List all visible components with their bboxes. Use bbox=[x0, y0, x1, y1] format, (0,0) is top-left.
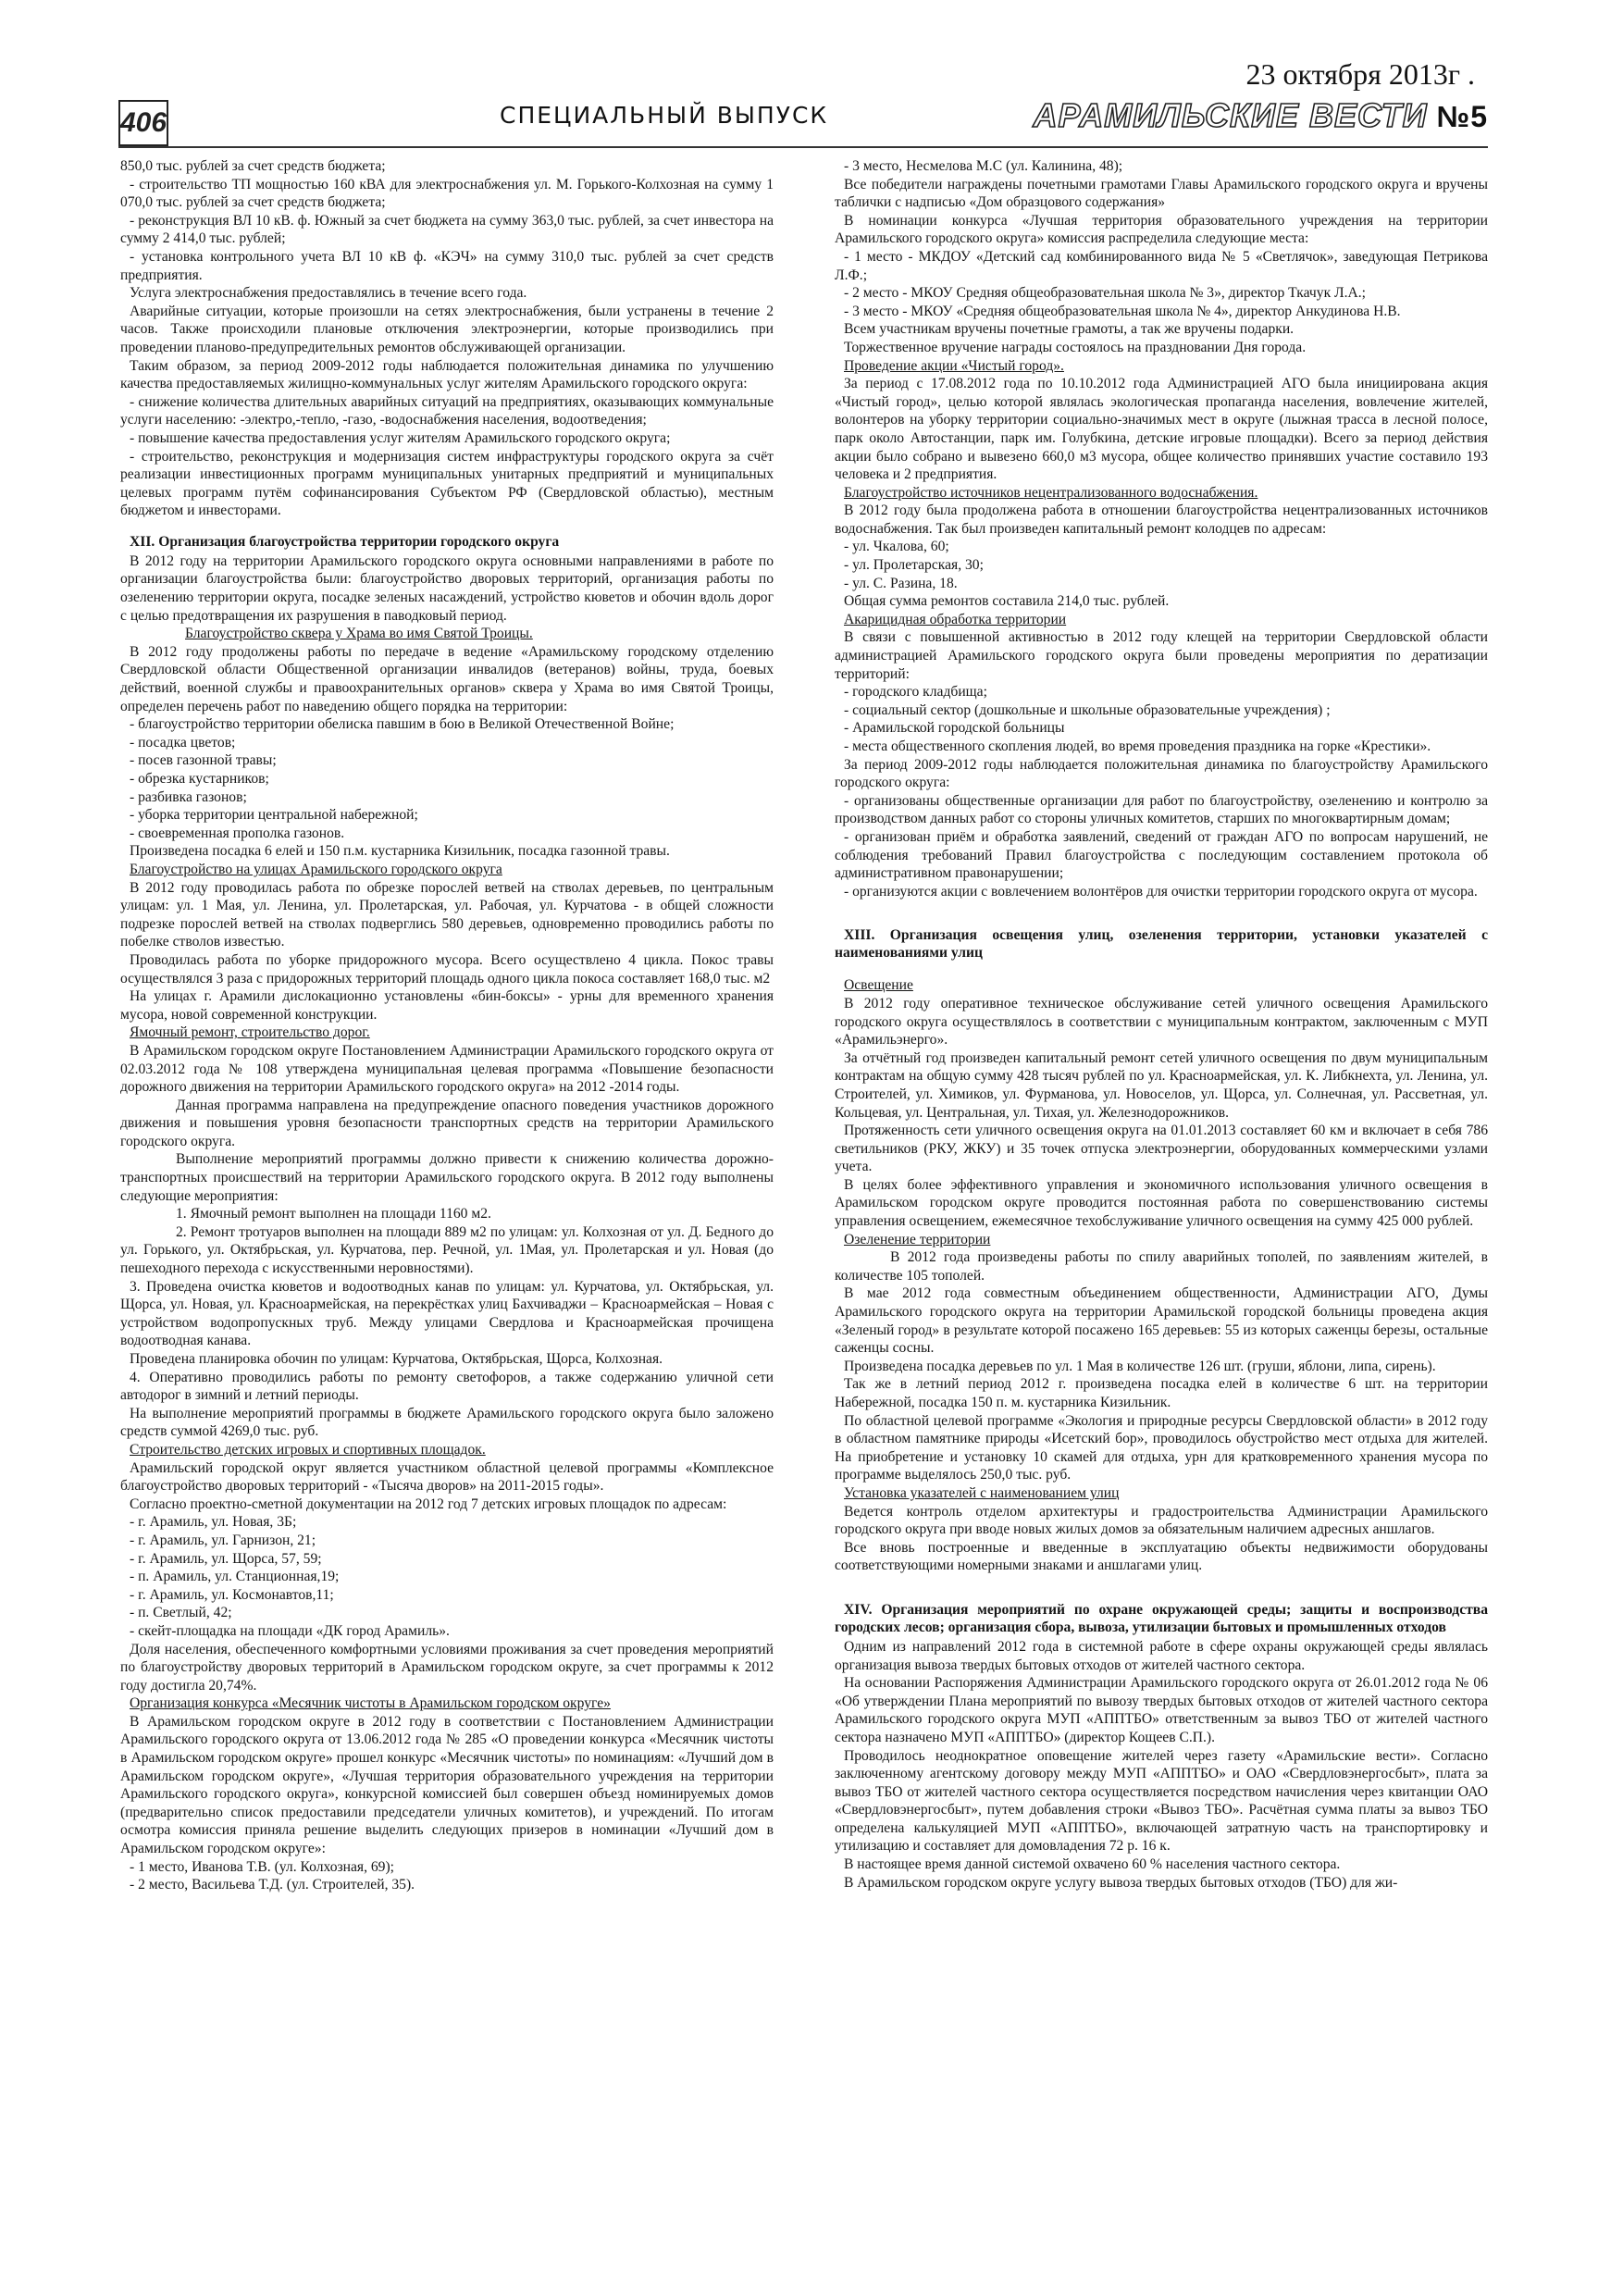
list-item: 2. Ремонт тротуаров выполнен на площади 889 м2 по улицам: ул. Колхозная от ул. Д. Бедного до ул. Горького, ул. Октябрьская, ул. Курчатова, пер. Речной, ул. 1Мая, ул. Пролетарская и ул. Новая (до пешеходного перехода с искусственными неровностями). bbox=[120, 1223, 774, 1277]
address-item: - г. Арамиль, ул. Гарнизон, 21; bbox=[130, 1532, 316, 1548]
list-item: - 1 место, Иванова Т.В. (ул. Колхозная, 69); bbox=[130, 1858, 395, 1875]
newspaper-masthead bbox=[1034, 96, 1489, 135]
paragraph: В Арамильском городском округе услугу вывоза твердых бытовых отходов (ТБО) для жи- bbox=[844, 1874, 1398, 1891]
paragraph: Протяженность сети уличного освещения округа на 01.01.2013 составляет 60 км и включает в себя 786 светильников (РКУ, ЖКУ) и 35 точек отпуска электроэнергии, оборудованных коммерческими узлами учета. bbox=[835, 1123, 1488, 1175]
paragraph: - установка контрольного учета ВЛ 10 кВ ф. «КЭЧ» на сумму 310,0 тыс. рублей за счет средств предприятия. bbox=[120, 248, 774, 283]
paragraph: - повышение качества предоставления услуг жителям Арамильского городского округа; bbox=[130, 429, 671, 446]
address-item: - г. Арамиль, ул. Космонавтов,11; bbox=[130, 1586, 334, 1603]
subheading: Благоустройство сквера у Храма во имя Святой Троицы. bbox=[185, 626, 533, 642]
paragraph: В 2012 году на территории Арамильского городского округа основными направлениями в работе по организации благоустройства были: благоустройство дворовых территорий, организация работы по озеленению территории округа, посадке зеленых насаждений, устройство кюветов и обочин вдоль дорог с целью предотвращения их разрушения в паводковый период. bbox=[120, 552, 774, 624]
list-item: - благоустройство территории обелиска павшим в бою в Великой Отечественной Войне; bbox=[130, 716, 675, 733]
subheading: Благоустройство на улицах Арамильского городского округа bbox=[130, 861, 502, 877]
issue-number: №5 bbox=[1436, 100, 1488, 133]
paragraph: Проводилось неоднократное оповещение жителей через газету «Арамильские вести». Согласно заключенному агентскому договору между МУП «АППТБО» и ОАО «Свердловэнергосбыт», плата за вывоз ТБО от жителей частного сектора осуществляется посредством начисления через квитанции ОАО «Свердловэнергосбыт», путем добавления строки «Вывоз ТБО». Расчётная сумма платы за вывоз ТБО определена калькуляцией МУП «АППТБО», включающей затратную часть на транспортировку и утилизацию и составляет для домовладения 72 р. 16 к. bbox=[835, 1747, 1488, 1855]
paragraph: Доля населения, обеспеченного комфортными условиями проживания за счет проведения мероприятий по благоустройству дворовых территорий в Арамильском городском округе, за счет программы к 2012 году достигла 20,74%. bbox=[120, 1641, 774, 1694]
paragraph: Согласно проектно-сметной документации на 2012 год 7 детских игровых площадок по адресам: bbox=[130, 1496, 727, 1512]
section-heading-xiii: XIII. Организация освещения улиц, озеленения территории, установки указателей с наименованиями улиц bbox=[835, 927, 1488, 962]
issue-date: 23 октября 2013г . bbox=[1245, 57, 1475, 91]
paragraph: На основании Распоряжения Администрации Арамильского городского округа от 26.01.2012 года № 06 «Об утверждении Плана мероприятий по вывозу твердых бытовых отходов от жителей частного сектора Арамильского городского округа МУП «АППТБО» ответственным за вывоз ТБО от жителей частного сектора назначено МУП «АППТБО» (директор Кощеев С.П.). bbox=[835, 1675, 1488, 1745]
paragraph: По областной целевой программе «Экология и природные ресурсы Свердловской области» в 2012 году в областном памятнике природы «Исетский бор», проводилось обустройство мест отдыха для жителей. На приобретение и установку 10 скамей для отдыха, урн для кратковременного хранения мусора по программе выделялось 250,0 тыс. руб. bbox=[835, 1412, 1488, 1483]
paragraph: Все победители награждены почетными грамотами Главы Арамильского городского округа и вручены таблички с надписью «Дом образцового содержания» bbox=[835, 176, 1488, 211]
paragraph: В 2012 года произведены работы по спилу аварийных тополей, по заявлениям жителей, в количестве 105 тополей. bbox=[835, 1249, 1488, 1284]
paragraph: За период 2009-2012 годы наблюдается положительная динамика по благоустройству Арамильского городского округа: bbox=[835, 756, 1488, 791]
address-item: - г. Арамиль, ул. Щорса, 57, 59; bbox=[130, 1550, 322, 1567]
paragraph: В связи с повышенной активностью в 2012 году клещей на территории Свердловской области администрацией Арамильского городского округа были проведены мероприятия по дератизации территорий: bbox=[835, 629, 1488, 682]
page-header bbox=[0, 0, 1623, 148]
list-item: - организуются акции с вовлечением волонтёров для очистки территории городского округа от мусора. bbox=[844, 883, 1478, 900]
paragraph: - снижение количества длительных аварийных ситуаций на предприятиях, оказывающих коммунальные услуги населению: -электро,-тепло, -газо, -водоснабжения населения, водоотведения; bbox=[120, 393, 774, 428]
address-item: - п. Светлый, 42; bbox=[130, 1605, 232, 1621]
paragraph: Произведена посадка деревьев по ул. 1 Мая в количестве 126 шт. (груши, яблони, липа, сирень). bbox=[844, 1358, 1436, 1374]
page-number: 406 bbox=[118, 100, 168, 146]
list-item: - 1 место - МКДОУ «Детский сад комбинированного вида № 5 «Светлячок», заведующая Петрикова Л.Ф.; bbox=[835, 248, 1488, 283]
list-item: - городского кладбища; bbox=[844, 684, 987, 701]
paragraph: За период с 17.08.2012 года по 10.10.2012 года Администрацией АГО была инициирована акция «Чистый город», целью которой являлась экологическая пропаганда населения, вовлечение жителей, волонтеров на уборку территории социально-значимых мест в округе (лыжная трасса в лесной полосе, парк около Автостанции, парк им. Голубкина, детские игровые площадки). Всего за период действия акции было собрано и вывезено 660,0 м3 мусора, общее количество принявших участие составило 193 человека и 2 предприятия. bbox=[835, 376, 1488, 483]
right-column bbox=[835, 157, 1488, 1892]
paragraph: В Арамильском городском округе Постановлением Администрации Арамильского городского округа от 02.03.2012 года № 108 утверждена муниципальная целевая программа «Повышение безопасности дорожного движения на территории Арамильского городского округа» на 2012 -2014 годы. bbox=[120, 1042, 774, 1096]
subheading: Озеленение территории bbox=[844, 1231, 991, 1247]
paragraph: За отчётный год произведен капитальный ремонт сетей уличного освещения по двум муниципальным контрактам на общую сумму 428 тысяч рублей по ул. Красноармейская, ул. К. Либкнехта, ул. Ленина, ул. Строителей, ул. Химиков, ул. Фурманова, ул. Новоселов, ул. Щорса, ул. Солнечная, ул. Рассветная, ул. Кольцевая, ул. Центральная, ул. Тихая, ул. Железнодорожников. bbox=[835, 1049, 1488, 1121]
left-column bbox=[120, 157, 774, 1894]
list-item: - Арамильской городской больницы bbox=[844, 720, 1065, 737]
spacer bbox=[835, 963, 1488, 976]
subheading: Проведение акции «Чистый город». bbox=[844, 357, 1064, 374]
list-item: - 3 место, Несмелова М.С (ул. Калинина, 48); bbox=[844, 158, 1123, 174]
paragraph: Услуга электроснабжения предоставлялись в течение всего года. bbox=[130, 285, 527, 302]
subheading: Акарицидная обработка территории bbox=[844, 611, 1067, 627]
paragraph: - строительство, реконструкция и модернизация систем инфраструктуры городского округа за счёт реализации инвестиционных программ муниципальных унитарных предприятий и муниципальных целевых программ путём софинансирования Субъектом РФ (Свердловской областью), местным бюджетом и инвесторами. bbox=[120, 448, 774, 519]
paragraph: В 2012 году проводилась работа по обрезке порослей ветвей на стволах деревьев, по центральным улицам: ул. 1 Мая, ул. Ленина, ул. Пролетарская, ул. Рабочая, ул. Курчатова - в общей сложности подрезке порослей ветвей на стволах подверглись 580 деревьев, одновременно проводились работы по побелке стволов известью. bbox=[120, 879, 774, 950]
subheading: Строительство детских игровых и спортивных площадок. bbox=[130, 1441, 486, 1458]
address-item: - г. Арамиль, ул. Новая, 3Б; bbox=[130, 1514, 297, 1531]
paragraph: Всем участникам вручены почетные грамоты, а так же вручены подарки. bbox=[844, 321, 1295, 338]
paragraph: В 2012 году оперативное техническое обслуживание сетей уличного освещения Арамильского городского округа осуществлялось в соответствии с муниципальным контрактом, заключенным с МУП «Арамильэнерго». bbox=[835, 995, 1488, 1049]
subheading: Ямочный ремонт, строительство дорог. bbox=[130, 1024, 370, 1041]
paragraph: В мае 2012 года совместным объединением общественности, Администрации АГО, Думы Арамильского городского округа на территории Арамильской городской больницы проведена акция «Зеленый город» в результате которой посажено 165 деревьев: 55 из которых саженцы березы, остальные саженцы сосны. bbox=[835, 1285, 1488, 1357]
address-item: - ул. Чкалова, 60; bbox=[844, 539, 949, 555]
address-item: - ул. Пролетарская, 30; bbox=[844, 557, 984, 574]
subheading: Благоустройство источников нецентрализованного водоснабжения. bbox=[844, 484, 1258, 501]
list-item: 1. Ямочный ремонт выполнен на площади 1160 м2. bbox=[176, 1206, 491, 1222]
list-item: - обрезка кустарников; bbox=[130, 771, 269, 787]
issue-label: СПЕЦИАЛЬНЫЙ ВЫПУСК bbox=[500, 102, 829, 129]
paragraph: Проводилась работа по уборке придорожного мусора. Всего осуществлено 4 цикла. Покос травы осуществлялся 3 раза с придорожных территорий площадь одного цикла покоса составляет 168,0 тыс. м2 bbox=[120, 951, 774, 987]
paragraph: Одним из направлений 2012 года в системной работе в сфере охраны окружающей среды являлась организация вывоза твердых бытовых отходов от жителей частного сектора. bbox=[835, 1638, 1488, 1673]
spacer bbox=[835, 900, 1488, 913]
list-item: - организованы общественные организации для работ по благоустройству, озеленению и контролю за производством данных работ со стороны уличных комитетов, старших по многоквартирным домам; bbox=[835, 792, 1488, 827]
paragraph: В Арамильском городском округе в 2012 году в соответствии с Постановлением Администрации Арамильского городского округа от 13.06.2012 года № 285 «О проведении конкурса «Месячник чистоты в Арамильском городском округе» прошел конкурс «Месячник чистоты» по номинациям: «Лучший дом в Арамильском городском округе», «Лучшая территория образовательного учреждения на территории Арамильского городского округа», конкурсной комиссией был совершен объезд номинируемых домов (предварительно список предоставили председатели уличных комитетов), и учреждений. По итогам осмотра комиссия приняла решение выделить следующих призеров в номинации «Лучший дом в Арамильском городском округе»: bbox=[120, 1713, 774, 1857]
paragraph: 850,0 тыс. рублей за счет средств бюджета; bbox=[120, 158, 386, 174]
list-item: - посадка цветов; bbox=[130, 734, 236, 751]
address-item: - п. Арамиль, ул. Станционная,19; bbox=[130, 1569, 340, 1585]
paragraph: Общая сумма ремонтов составила 214,0 тыс. рублей. bbox=[844, 593, 1170, 610]
list-item: - своевременная прополка газонов. bbox=[130, 825, 345, 841]
list-item: - 2 место, Васильева Т.Д. (ул. Строителей, 35). bbox=[130, 1877, 415, 1893]
paragraph: Таким образом, за период 2009-2012 годы наблюдается положительная динамика по улучшению качества предоставляемых жилищно-коммунальных услуг жителям Арамильского городского округа: bbox=[120, 357, 774, 392]
paragraph: Аварийные ситуации, которые произошли на сетях электроснабжения, были устранены в течение 2 часов. Также происходили плановые отключения электроэнергии, которые производились при проведении планово-предупредительных ремонтов обслуживающей организации. bbox=[120, 303, 774, 355]
paragraph: В настоящее время данной системой охвачено 60 % населения частного сектора. bbox=[844, 1856, 1341, 1873]
paragraph: Торжественное вручение награды состоялось на праздновании Дня города. bbox=[844, 339, 1307, 355]
list-item: - 2 место - МКОУ Средняя общеобразовательная школа № 3», директор Ткачук Л.А.; bbox=[844, 285, 1367, 302]
spacer bbox=[835, 1575, 1488, 1588]
subheading: Установка указателей с наименованием улиц bbox=[844, 1484, 1120, 1501]
masthead-title: АРАМИЛЬСКИЕ ВЕСТИ bbox=[1033, 96, 1428, 134]
subheading: Организация конкурса «Месячник чистоты в Арамильском городском округе» bbox=[130, 1695, 611, 1712]
header-rule bbox=[118, 146, 1488, 148]
paragraph: - строительство ТП мощностью 160 кВА для электроснабжения ул. М. Горького-Колхозная на сумму 1 070,0 тыс. рублей за счет средств бюджета; bbox=[120, 176, 774, 211]
section-heading-xiv: XIV. Организация мероприятий по охране окружающей среды; защиты и воспроизводства городских лесов; организация сбора, вывоза, утилизации бытовых и промышленных отходов bbox=[835, 1601, 1488, 1635]
list-item: 4. Оперативно проводились работы по ремонту светофоров, а также содержанию уличной сети автодорог в зимний и летний периоды. bbox=[120, 1369, 774, 1404]
list-item: - уборка территории центральной набережной; bbox=[130, 807, 418, 824]
list-item: - посев газонной травы; bbox=[130, 752, 277, 769]
paragraph: В 2012 году продолжены работы по передаче в ведение «Арамильскому городскому отделению Свердловской области Общественной организации инвалидов (ветеранов) войны, труда, боевых действий, военной службы и правоохранительных органов» сквера у Храма во имя Святой Троицы, определен перечень работ по наведению общего порядка на территории: bbox=[120, 643, 774, 714]
paragraph: Все вновь построенные и введенные в эксплуатацию объекты недвижимости оборудованы соответствующими номерными знаками и аншлагами улиц. bbox=[835, 1539, 1488, 1574]
list-item: - 3 место - МКОУ «Средняя общеобразовательная школа № 4», директор Анкудинова Н.В. bbox=[844, 303, 1401, 319]
list-item: - социальный сектор (дошкольные и школьные образовательные учреждения) ; bbox=[844, 701, 1331, 718]
section-heading-xii: XII. Организация благоустройства территории городского округа bbox=[130, 533, 560, 550]
list-item: - организован приём и обработка заявлений, сведений от граждан АГО по вопросам нарушений, не соблюдения требований Правил благоустройства с последующим составлением протокола об административном правонарушении; bbox=[835, 828, 1488, 882]
address-item: - скейт-площадка на площади «ДК город Арамиль». bbox=[130, 1622, 450, 1639]
paragraph: На улицах г. Арамили дислокационно установлены «бин-боксы» - урны для временного хранения мусора, новой современной конструкции. bbox=[120, 988, 774, 1023]
list-item: - разбивка газонов; bbox=[130, 788, 247, 805]
paragraph: В 2012 году была продолжена работа в отношении благоустройства нецентрализованных источников водоснабжения. Так был произведен капитальный ремонт колодцев по адресам: bbox=[835, 503, 1488, 537]
paragraph: Ведется контроль отделом архитектуры и градостроительства Администрации Арамильского городского округа при вводе новых жилых домов за обязательным наличием адресных аншлагов. bbox=[835, 1503, 1488, 1538]
address-item: - ул. С. Разина, 18. bbox=[844, 575, 958, 591]
subheading: Освещение bbox=[844, 977, 913, 994]
paragraph: Произведена посадка 6 елей и 150 п.м. кустарника Кизильник, посадка газонной травы. bbox=[130, 843, 670, 860]
list-item: - места общественного скопления людей, во время проведения праздника на горке «Крестики». bbox=[844, 738, 1431, 754]
paragraph: - реконструкция ВЛ 10 кВ. ф. Южный за счет бюджета на сумму 363,0 тыс. рублей, за счет инвестора на сумму 2 414,0 тыс. рублей; bbox=[120, 212, 774, 247]
paragraph: Арамильский городской округ является участником областной целевой программы «Комплексное благоустройство дворовых территорий - «Тысяча дворов» на 2011-2015 годы». bbox=[120, 1459, 774, 1495]
paragraph: В целях более эффективного управления и экономичного использования уличного освещения в Арамильском городском округе проводится постоянная работа по совершенствованию системы управления освещением, ежемесячное техобслуживание уличного освещения на сумму 425 000 рублей. bbox=[835, 1176, 1488, 1230]
paragraph: Проведена планировка обочин по улицам: Курчатова, Октябрьская, Щорса, Колхозная. bbox=[130, 1351, 663, 1367]
paragraph: Данная программа направлена на предупреждение опасного поведения участников дорожного движения и повышения уровня безопасности транспортных средств на территории Арамильского городского округа. bbox=[120, 1097, 774, 1149]
paragraph: Выполнение мероприятий программы должно привести к снижению количества дорожно-транспортных происшествий на территории Арамильского городского округа. В 2012 году выполнены следующие мероприятия: bbox=[120, 1151, 774, 1204]
paragraph: Так же в летний период 2012 г. произведена посадка елей в количестве 6 шт. на территории Набережной, посадка 150 п. м. кустарника Кизильник. bbox=[835, 1376, 1488, 1410]
list-item: 3. Проведена очистка кюветов и водоотводных канав по улицам: ул. Курчатова, ул. Октябрьская, ул. Щорса, ул. Новая, ул. Красноармейская, на перекрёстках улиц Бахчиваджи – Красноармейская – Новая с устройством водопропускных труб. Между улицами Свердлова и Красноармейская прочищена водоотводная канава. bbox=[120, 1278, 774, 1349]
paragraph: На выполнение мероприятий программы в бюджете Арамильского городского округа было заложено средств суммой 4269,0 тыс. руб. bbox=[120, 1405, 774, 1440]
paragraph: В номинации конкурса «Лучшая территория образовательного учреждения на территории Арамильского городского округа» комиссия распределила следующие места: bbox=[835, 212, 1488, 247]
